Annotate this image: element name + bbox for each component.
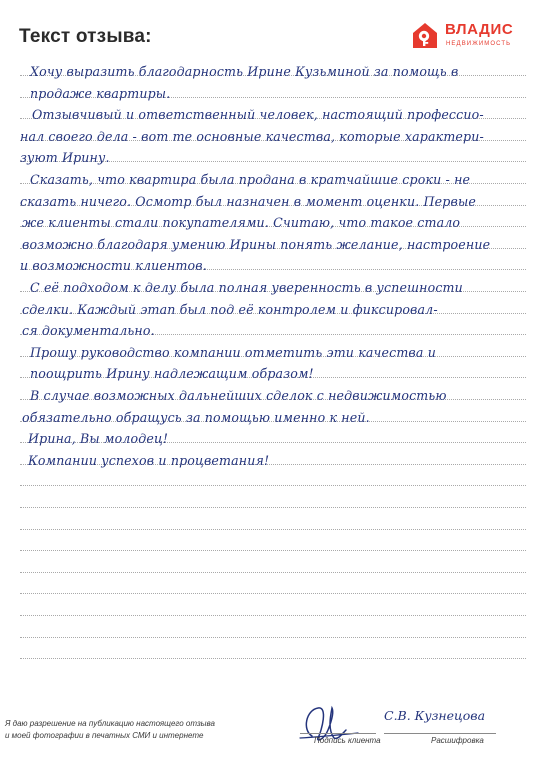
house-logo-icon (410, 20, 440, 50)
review-line: С её подходом к делу была полная уверенность в успешности (30, 280, 463, 295)
review-line: Сказать, что квартира была продана в кратчайшие сроки - не (30, 172, 471, 187)
rule-line (20, 550, 526, 551)
review-line: продаже квартиры. (30, 85, 171, 101)
review-line: В случае возможных дальнейших сделок с недвижимостью (30, 388, 447, 403)
review-line: и возможности клиентов. (20, 258, 207, 274)
review-line: Отзывчивый и ответственный человек, настоящий профессио- (32, 107, 484, 123)
review-line: Ирина, Вы молодец! (28, 431, 169, 447)
rule-line (20, 593, 526, 594)
review-line: ся документально. (22, 323, 155, 339)
review-line: зуют Ирину. (20, 150, 110, 166)
signature-caption: Подпись клиента (314, 736, 381, 745)
brand-name: ВЛАДИС (445, 21, 514, 38)
rule-line (20, 637, 526, 638)
decoding-caption: Расшифровка (431, 736, 484, 745)
rule-line (20, 572, 526, 573)
form-title: Текст отзыва: (19, 26, 152, 47)
consent-line: и моей фотографии в печатных СМИ и интернете (5, 731, 204, 740)
rule-line (20, 615, 526, 616)
review-line: же клиенты стали покупателями. Считаю, что такое стало (22, 215, 461, 231)
rule-line (20, 658, 526, 659)
decoding-value: С.В. Кузнецова (384, 708, 486, 723)
review-line: поощрить Ирину надлежащим образом! (30, 366, 314, 382)
review-line: возможно благодаря умению Ирины понять желание, настроение (22, 236, 491, 252)
review-line: сделки. Каждый этап был под её контролем и фиксировал- (22, 301, 438, 317)
rule-line (20, 485, 526, 486)
review-line: нал своего дела - вот те основные качества, которые характери- (20, 128, 484, 144)
rule-line (20, 529, 526, 530)
consent-line: Я даю разрешение на публикацию настоящего отзыва (5, 719, 215, 728)
signature-line (300, 733, 376, 734)
publication-consent (5, 718, 275, 742)
brand-logo (410, 20, 530, 54)
review-line: сказать ничего. Осмотр был назначен в момент оценки. Первые (20, 193, 476, 209)
review-line: Компании успехов и процветания! (28, 452, 270, 468)
review-line: Хочу выразить благодарность Ирине Кузьминой за помощь в (30, 64, 459, 79)
review-line: Прошу руководство компании отметить эти качества и (30, 344, 436, 360)
decoding-line (384, 733, 496, 734)
rule-line (20, 507, 526, 508)
review-line: обязательно обращусь за помощью именно к ней. (22, 409, 370, 425)
brand-subtitle: НЕДВИЖИМОСТЬ (446, 41, 512, 47)
